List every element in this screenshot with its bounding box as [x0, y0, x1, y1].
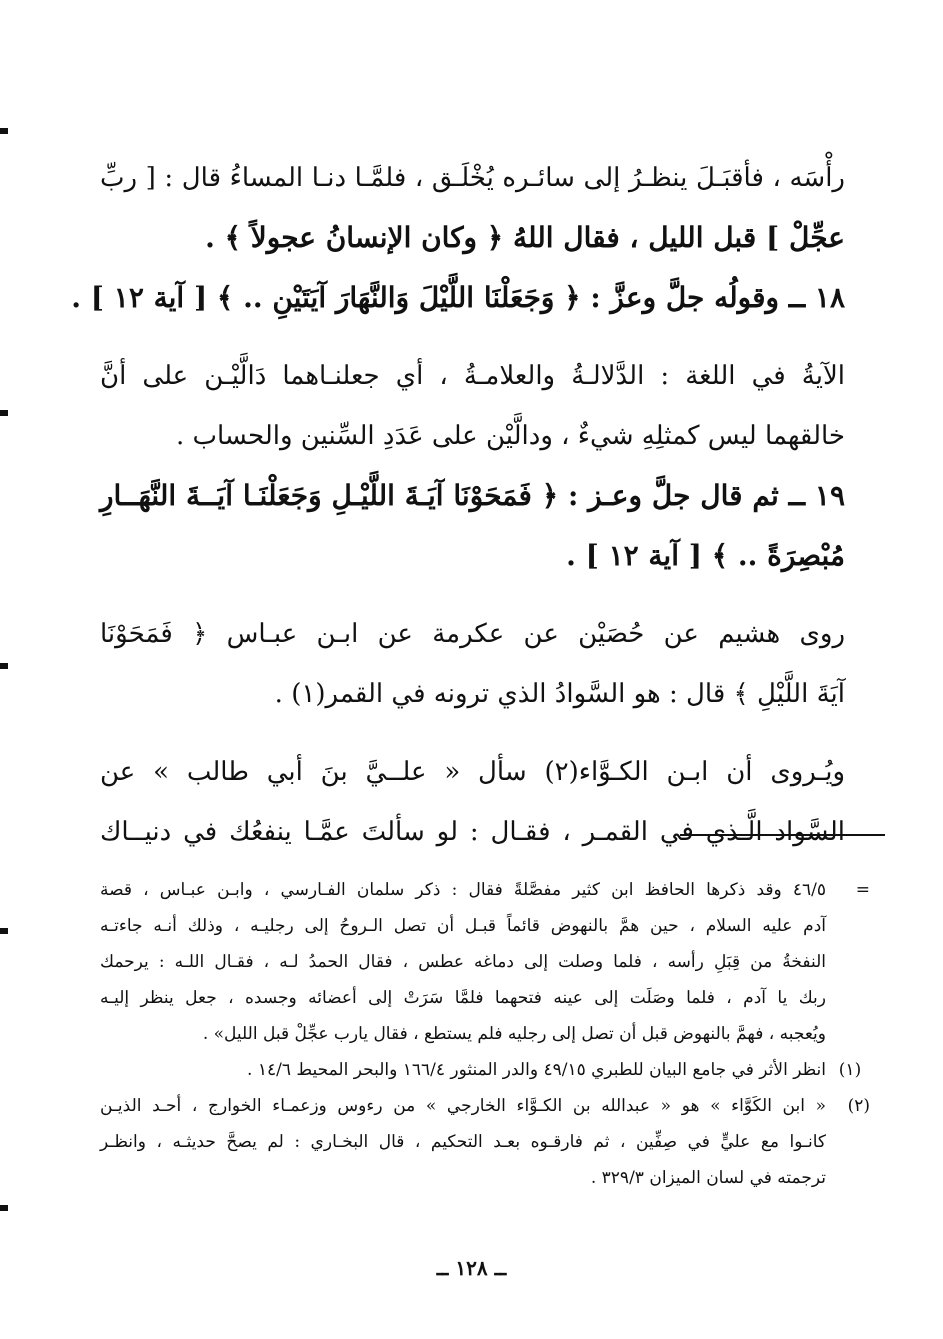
body-line: ويُـروى أن ابـن الكـوَّاء(٢) سأل « علــيَّ بنَ أبي طالب » عن	[100, 757, 846, 787]
footnote-line	[100, 872, 870, 908]
body-line: رأْسَه ، فأقبَـلَ ينظـرُ إلى سائـره يُخْلَـق ، فلمَّـا دنـا المساءُ قال : [ ربِّ	[100, 163, 845, 193]
footnote-text: « ابن الكَوَّاء » هو « عبدالله بن الكـوَّاء الخارجي » من رءوس وزعمـاء الخوارج ، أحـد الذيـن	[100, 1096, 826, 1116]
body-line: عجِّلْ ] قبل الليل ، فقال اللهُ ﴿ وكان الإنسانُ عجولاً ﴾ .	[205, 221, 845, 254]
footnote-text: انظر الأثر في جامع البيان للطبري ٤٩/١٥ والدر المنثور ١٦٦/٤ والبحر المحيط ١٤/٦ .	[247, 1060, 826, 1080]
footnotes	[100, 872, 870, 1196]
body-line: روى هشيم عن حُصَيْن عن عكرمة عن ابـن عبـاس ﴿ فَمَحَوْنَا	[100, 619, 845, 649]
footnote-line: كانـوا مع عليٍّ في صِفِّين ، ثم فارقـوه بعـد التحكيم ، قال البخـاري : لم يصحَّ حديثـه ، وانظـر	[100, 1132, 826, 1152]
footnote-line: ربك يا آدم ، فلما وصَلَت إلى عينه فتحهما فلمَّا سَرَتْ إلى أعضائه وجسده ، جعل ينظر إليـه	[100, 988, 826, 1008]
footnote-2	[100, 1088, 870, 1124]
footnote-marker: (١)	[838, 1060, 862, 1080]
footnote-text: ٤٦/٥ وقد ذكرها الحافظ ابن كثير مفصَّلةً فقال : ذكر سلمان الفـارسي ، وابـن عبـاس ، قصة	[100, 880, 826, 900]
margin-mark	[0, 1205, 8, 1211]
body-line: آيَةَ اللَّيْلِ ﴾ قال : هو السَّوادُ الذي ترونه في القمر(١) .	[274, 679, 845, 709]
body-line: السَّواد الَّـذي في القمـر ، فقـال : لو سألتَ عمَّـا ينفعُك في دنيــاك	[100, 817, 845, 847]
margin-mark	[0, 663, 8, 669]
footnote-separator	[680, 834, 885, 836]
footnote-1	[100, 1052, 860, 1088]
body-line: مُبْصِرَةً .. ﴾ [ آية ١٢ ] .	[566, 539, 845, 572]
footnote-line: ترجمته في لسان الميزان ٣٢٩/٣ .	[590, 1168, 826, 1188]
body-line: الآيةُ في اللغة : الدَّلالـةُ والعلامـةُ ، أي جعلنـاهما دَالَّيْـن على أنَّ	[100, 361, 845, 391]
margin-mark	[0, 410, 8, 416]
footnote-marker: =	[855, 880, 870, 900]
body-line: خالقهما ليس كمثلِهِ شيءٌ ، ودالَّيْن على عَدَدِ السِّنين والحساب .	[175, 421, 845, 451]
margin-mark	[0, 928, 8, 934]
footnote-line: آدم عليه السلام ، حين همَّ بالنهوض قائماً قبـل أن تصل الـروحُ إلى رجليـه ، وذلك أنـه جاءتـه	[100, 916, 826, 936]
page-number: ــ ١٢٨ ــ	[436, 1256, 507, 1280]
footnote-line: النفخةُ من قِبَلِ رأسه ، فلما وصلت إلى دماغه عطس ، فقال الحمدُ لـه ، فقـال اللـه : يرحمك	[100, 952, 826, 972]
verse-heading-18: ١٨ ــ وقولُه جلَّ وعزَّ : ﴿ وَجَعَلْنَا اللَّيْلَ وَالنَّهَارَ آيَتَيْنِ .. ﴾ [ آية ١٢ ] .	[71, 281, 845, 314]
main-text	[71, 148, 846, 862]
margin-mark	[0, 128, 8, 134]
footnote-marker: (٢)	[847, 1096, 870, 1116]
footnote-line: ويُعجبه ، فهمَّ بالنهوض قبل أن تصل إلى رجليه فلم يستطع ، فقال يارب عجِّلْ قبل الليل» .	[202, 1024, 826, 1044]
verse-heading-19: ١٩ ــ ثم قال جلَّ وعـز : ﴿ فَمَحَوْنَا آيَـةَ اللَّيْـلِ وَجَعَلْنَـا آيَــةَ النَّهَــارِ	[100, 479, 845, 512]
